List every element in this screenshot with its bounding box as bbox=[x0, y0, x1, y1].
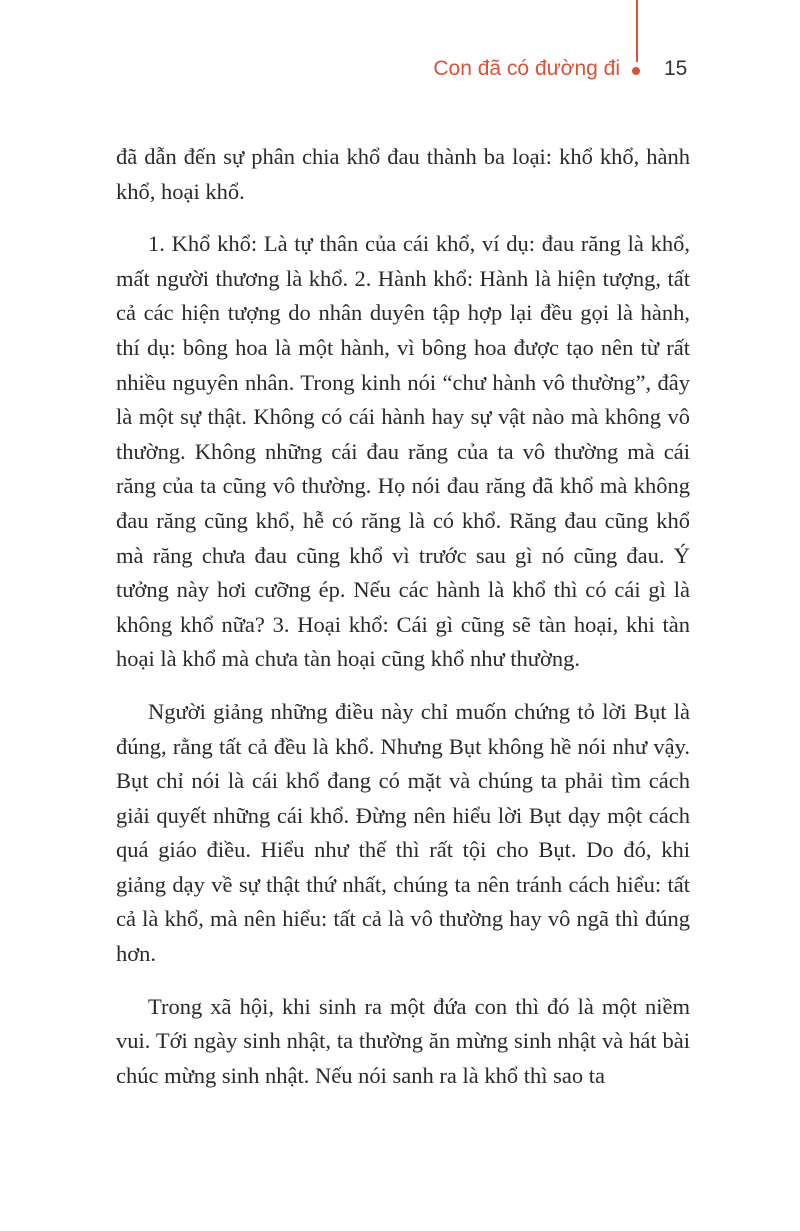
paragraph-buddha-teaching: Người giảng những điều này chỉ muốn chứng tỏ lời Bụt là đúng, rằng tất cả đều là khổ. Nhưng Bụt không hề nói như vậy. Bụt chỉ nói là cái khổ đang có mặt và chúng ta phải tìm cách giải quyết những cái khổ. Đừng nên hiểu lời Bụt dạy một cách quá giáo điều. Hiểu như thế thì rất tội cho Bụt. Do đó, khi giảng dạy về sự thật thứ nhất, chúng ta nên tránh cách hiểu: tất cả là khổ, mà nên hiểu: tất cả là vô thường hay vô ngã thì đúng hơn. bbox=[116, 698, 690, 967]
paragraph-three-kinds-of-suffering: 1. Khổ khổ: Là tự thân của cái khổ, ví dụ: đau răng là khổ, mất người thương là khổ. 2. Hành khổ: Hành là hiện tượng, tất cả các hiện tượng do nhân duyên tập hợp lại đều gọi là hành, thí dụ: bông hoa là một hành, vì bông hoa được tạo nên từ rất nhiều nguyên nhân. Trong kinh nói “chư hành vô thường”, đây là một sự thật. Không có cái hành hay sự vật nào mà không vô thường. Không những cái đau răng của ta vô thường mà cái răng của ta cũng vô thường. Họ nói đau răng đã khổ mà không đau răng cũng khổ, hễ có răng là có khổ. Răng đau cũng khổ mà răng chưa đau cũng khổ vì trước sau gì nó cũng đau. Ý tưởng này hơi cưỡng ép. Nếu các hành là khổ thì có cái gì là không khổ nữa? 3. Hoại khổ: Cái gì cũng sẽ tàn hoại, khi tàn hoại là khổ mà chưa tàn hoại cũng khổ như thường. bbox=[116, 231, 690, 672]
header-accent-dot bbox=[632, 67, 640, 75]
paragraph-birthday: Trong xã hội, khi sinh ra một đứa con thì đó là một niềm vui. Tới ngày sinh nhật, ta thường ăn mừng sinh nhật và hát bài chúc mừng sinh nhật. Nếu nói sanh ra là khổ thì sao ta bbox=[116, 993, 690, 1088]
page-number: 15 bbox=[664, 57, 688, 80]
header-accent-rule bbox=[636, 0, 638, 62]
running-title: Con đã có đường đi bbox=[433, 57, 620, 80]
body-text bbox=[116, 140, 690, 1111]
paragraph-continuation: đã dẫn đến sự phân chia khổ đau thành ba loại: khổ khổ, hành khổ, hoại khổ. bbox=[116, 144, 690, 204]
